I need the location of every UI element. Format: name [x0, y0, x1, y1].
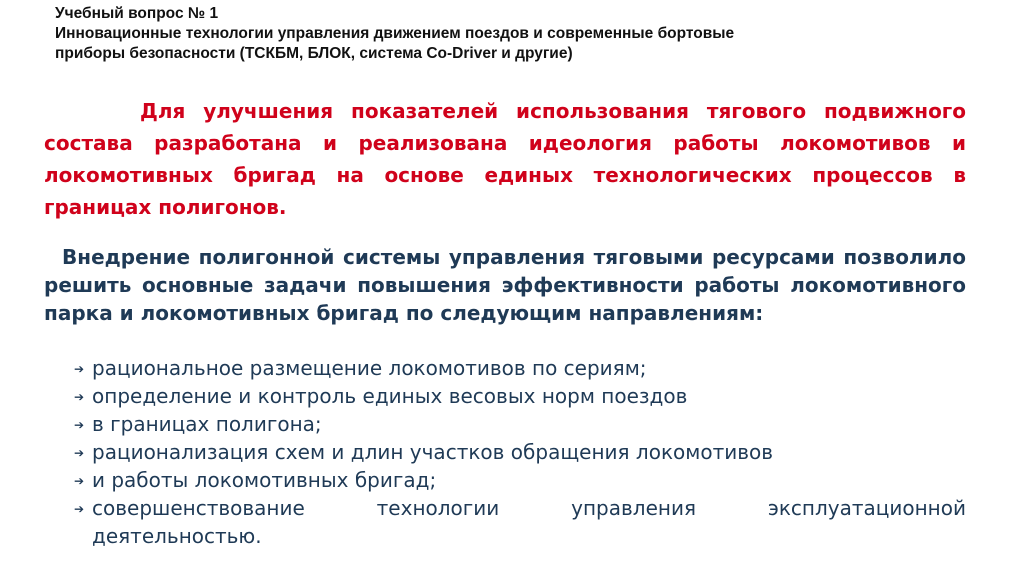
highlight-paragraph — [44, 95, 966, 223]
question-number: Учебный вопрос № 1 — [55, 5, 219, 22]
list-item-text: и работы локомотивных бригад; — [92, 468, 437, 492]
list-item — [44, 466, 966, 494]
intro-text: Внедрение полигонной системы управления тяговыми ресурсами позволило решить основные задачи повышения эффективности работы локомотивного парка и локомотивных бригад по следующим направлениям: — [44, 245, 966, 325]
slide-header — [55, 4, 995, 64]
list-item — [44, 354, 966, 382]
list-item-text: рациональное размещение локомотивов по сериям; — [92, 356, 647, 380]
list-item-text: рационализация схем и длин участков обращения локомотивов — [92, 440, 774, 464]
list-item-text: совершенствование технологии управления эксплуатационной — [92, 496, 966, 520]
list-item — [44, 438, 966, 466]
arrow-right-icon: ➔ — [74, 362, 85, 376]
arrow-right-icon: ➔ — [74, 502, 85, 516]
topic-title-line-2: приборы безопасности (ТСКБМ, БЛОК, система Co-Driver и другие) — [55, 45, 573, 62]
arrow-right-icon: ➔ — [74, 446, 85, 460]
list-item — [44, 410, 966, 438]
list-item — [44, 494, 966, 550]
list-item — [44, 382, 966, 410]
directions-list — [44, 354, 966, 550]
topic-title-line-1: Инновационные технологии управления движением поездов и современные бортовые — [55, 25, 735, 42]
highlight-text: Для улучшения показателей использования тягового подвижного состава разработана и реализована идеология работы локомотивов и локомотивных бригад на основе единых технологических процессов в границах полигонов. — [44, 99, 966, 219]
arrow-right-icon: ➔ — [74, 390, 85, 404]
list-item-text: определение и контроль единых весовых норм поездов — [92, 384, 688, 408]
intro-paragraph — [44, 243, 966, 327]
list-item-continuation: деятельностью. — [92, 524, 262, 548]
list-item-text: в границах полигона; — [92, 412, 322, 436]
arrow-right-icon: ➔ — [74, 474, 85, 488]
arrow-right-icon: ➔ — [74, 418, 85, 432]
